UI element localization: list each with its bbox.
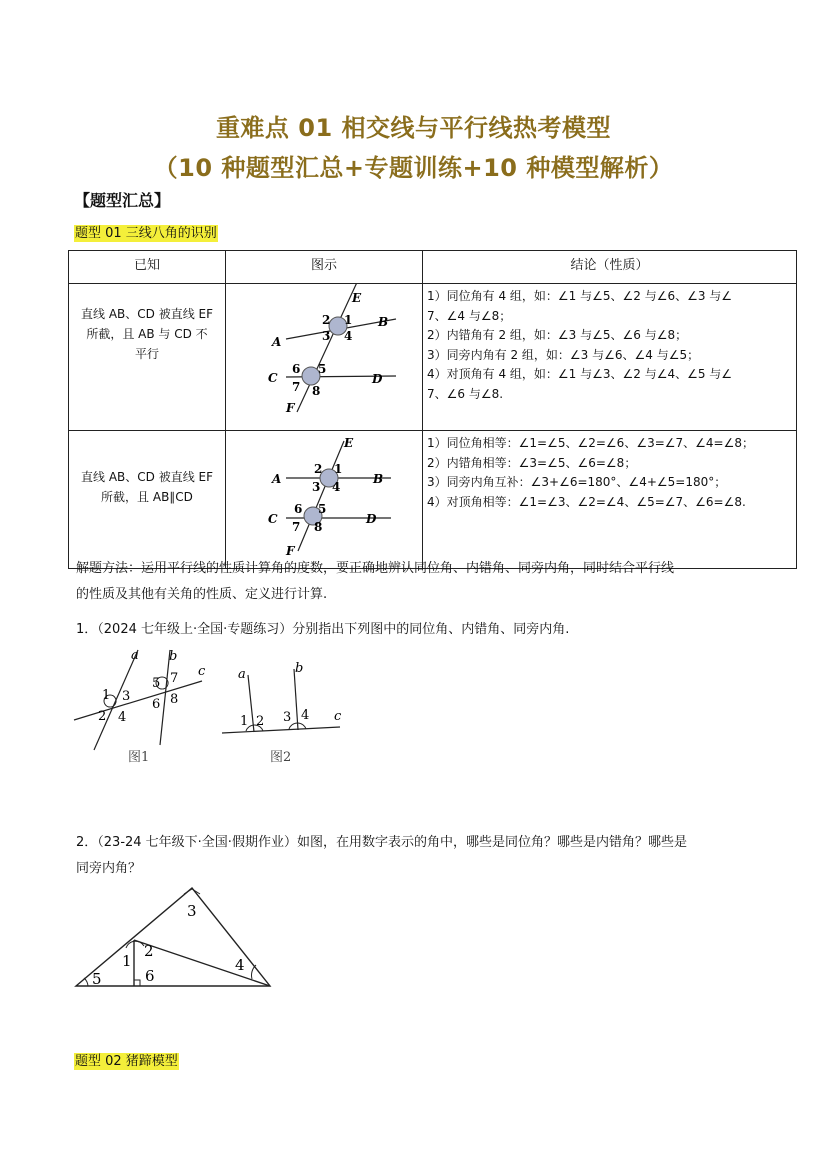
label-E: E xyxy=(344,436,354,450)
page-subtitle: （10 种题型汇总+专题训练+10 种模型解析） xyxy=(153,154,674,182)
parallel-lines-figure xyxy=(226,431,422,565)
label-D: D xyxy=(372,372,383,386)
label-C: C xyxy=(268,371,278,385)
label-B: B xyxy=(378,315,389,329)
conclusion-line: 4）对顶角有 4 组，如：∠1 与∠3、∠2 与∠4、∠5 与∠ xyxy=(427,367,733,381)
angle-label-1: 1 xyxy=(102,688,111,703)
conclusion-line: 3）同旁内角互补：∠3+∠6=180°、∠4+∠5=180°； xyxy=(427,475,727,489)
row1-known-line: 平行 xyxy=(134,347,159,361)
angle-label-8: 8 xyxy=(312,384,321,398)
row1-known xyxy=(69,284,226,431)
row1-conclusion xyxy=(423,284,797,431)
angle-label-3: 3 xyxy=(122,689,131,704)
angle-label-5: 5 xyxy=(318,362,327,376)
angle-label-3: 3 xyxy=(312,480,321,494)
label-A: A xyxy=(272,335,282,349)
angle-label-5: 5 xyxy=(92,970,102,988)
line-label-a: a xyxy=(238,667,246,682)
triangle-figure xyxy=(72,882,277,992)
question-1: 1．（2024 七年级上·全国·专题练习）分别指出下列图中的同位角、内错角、同旁内角. xyxy=(76,622,570,637)
nonparallel-lines-figure xyxy=(226,284,422,427)
label-E: E xyxy=(352,291,362,305)
figure1-caption: 图1 xyxy=(128,750,150,765)
angle-label-7: 7 xyxy=(292,380,301,394)
conclusion-line: 4）对顶角相等：∠1=∠3、∠2=∠4、∠5=∠7、∠6=∠8. xyxy=(427,494,746,509)
conclusion-line: 2）内错角相等：∠3=∠5、∠6=∠8； xyxy=(427,455,637,470)
angle-label-4: 4 xyxy=(301,708,310,723)
row1-figure xyxy=(226,284,423,431)
row2-known-line: 直线 AB、CD 被直线 EF xyxy=(81,470,213,484)
label-B: B xyxy=(373,472,384,486)
conclusion-line: 1）同位角有 4 组，如：∠1 与∠5、∠2 与∠6、∠3 与∠ xyxy=(427,289,733,303)
question1-figures xyxy=(72,645,362,770)
label-F: F xyxy=(286,401,295,415)
topic2-label xyxy=(74,1050,179,1069)
line-label-b: b xyxy=(295,661,304,676)
angle-label-5: 5 xyxy=(152,676,161,691)
angle-label-4: 4 xyxy=(118,710,127,725)
line-label-c: c xyxy=(334,709,342,724)
conclusion-line: 1）同位角相等：∠1=∠5、∠2=∠6、∠3=∠7、∠4=∠8； xyxy=(427,436,754,450)
angle-label-4: 4 xyxy=(235,956,245,974)
angle-label-4: 4 xyxy=(344,329,353,343)
angle-label-8: 8 xyxy=(170,692,179,707)
label-D: D xyxy=(366,512,377,526)
conclusion-line: 3）同旁内角有 2 组，如：∠3 与∠6、∠4 与∠5； xyxy=(427,347,700,362)
question-2-line: 2．（23-24 七年级下·全国·假期作业）如图，在用数字表示的角中，哪些是同位角？哪些是内错角？哪些是 xyxy=(76,835,687,850)
method-paragraph xyxy=(76,556,756,608)
method-line: 解题方法：运用平行线的性质计算角的度数，要正确地辨认同位角、内错角、同旁内角，同时结合平行线 xyxy=(76,561,675,576)
header-conclusion: 结论（性质） xyxy=(423,251,797,284)
angle-label-3: 3 xyxy=(322,329,331,343)
conclusion-line: 2）内错角有 2 组，如：∠3 与∠5、∠6 与∠8； xyxy=(427,328,688,342)
angle-label-6: 6 xyxy=(294,502,303,516)
line-label-c: c xyxy=(198,664,206,679)
row1-known-line: 直线 AB、CD 被直线 EF xyxy=(81,307,213,321)
row1-known-line: 所截，且 AB 与 CD 不 xyxy=(86,327,208,341)
angle-label-3: 3 xyxy=(283,710,292,725)
angle-label-1: 1 xyxy=(334,462,343,476)
topic2-label-text: 题型 02 猪蹄模型 xyxy=(75,1054,178,1069)
angle-label-7: 7 xyxy=(170,671,179,686)
label-F: F xyxy=(286,544,295,558)
three-lines-eight-angles-table xyxy=(68,250,797,569)
angle-label-6: 6 xyxy=(152,697,161,712)
line-label-b: b xyxy=(169,649,178,664)
question-2 xyxy=(76,830,687,882)
conclusion-line: 7、∠4 与∠8； xyxy=(427,308,512,323)
header-known: 已知 xyxy=(69,251,226,284)
section-heading: 【题型汇总】 xyxy=(74,191,171,210)
topic1-label xyxy=(74,222,218,241)
angle-label-3: 3 xyxy=(187,902,197,920)
header-figure: 图示 xyxy=(226,251,423,284)
question-2-line: 同旁内角？ xyxy=(76,861,142,876)
row2-known-line: 所截，且 AB∥CD xyxy=(101,490,193,504)
row2-known xyxy=(69,431,226,569)
angle-label-1: 1 xyxy=(122,952,132,970)
conclusion-line: 7、∠6 与∠8. xyxy=(427,386,504,401)
angle-label-6: 6 xyxy=(145,967,155,985)
angle-label-1: 1 xyxy=(240,714,249,729)
angle-label-2: 2 xyxy=(314,462,323,476)
angle-label-2: 2 xyxy=(322,313,331,327)
angle-label-4: 4 xyxy=(332,480,341,494)
label-A: A xyxy=(272,472,282,486)
figure2-caption: 图2 xyxy=(270,750,292,765)
angle-label-2: 2 xyxy=(256,714,265,729)
row2-figure xyxy=(226,431,423,569)
label-C: C xyxy=(268,512,278,526)
method-line: 的性质及其他有关角的性质、定义进行计算. xyxy=(76,587,328,602)
topic1-label-text: 题型 01 三线八角的识别 xyxy=(75,226,217,241)
angle-label-7: 7 xyxy=(292,520,301,534)
angle-label-1: 1 xyxy=(344,313,353,327)
angle-label-6: 6 xyxy=(292,362,301,376)
row2-conclusion xyxy=(423,431,797,569)
angle-label-2: 2 xyxy=(98,709,107,724)
page-title: 重难点 01 相交线与平行线热考模型 xyxy=(215,114,612,142)
line-label-a: a xyxy=(131,648,139,663)
angle-label-5: 5 xyxy=(318,502,327,516)
angle-label-2: 2 xyxy=(144,942,154,960)
angle-label-8: 8 xyxy=(314,520,323,534)
